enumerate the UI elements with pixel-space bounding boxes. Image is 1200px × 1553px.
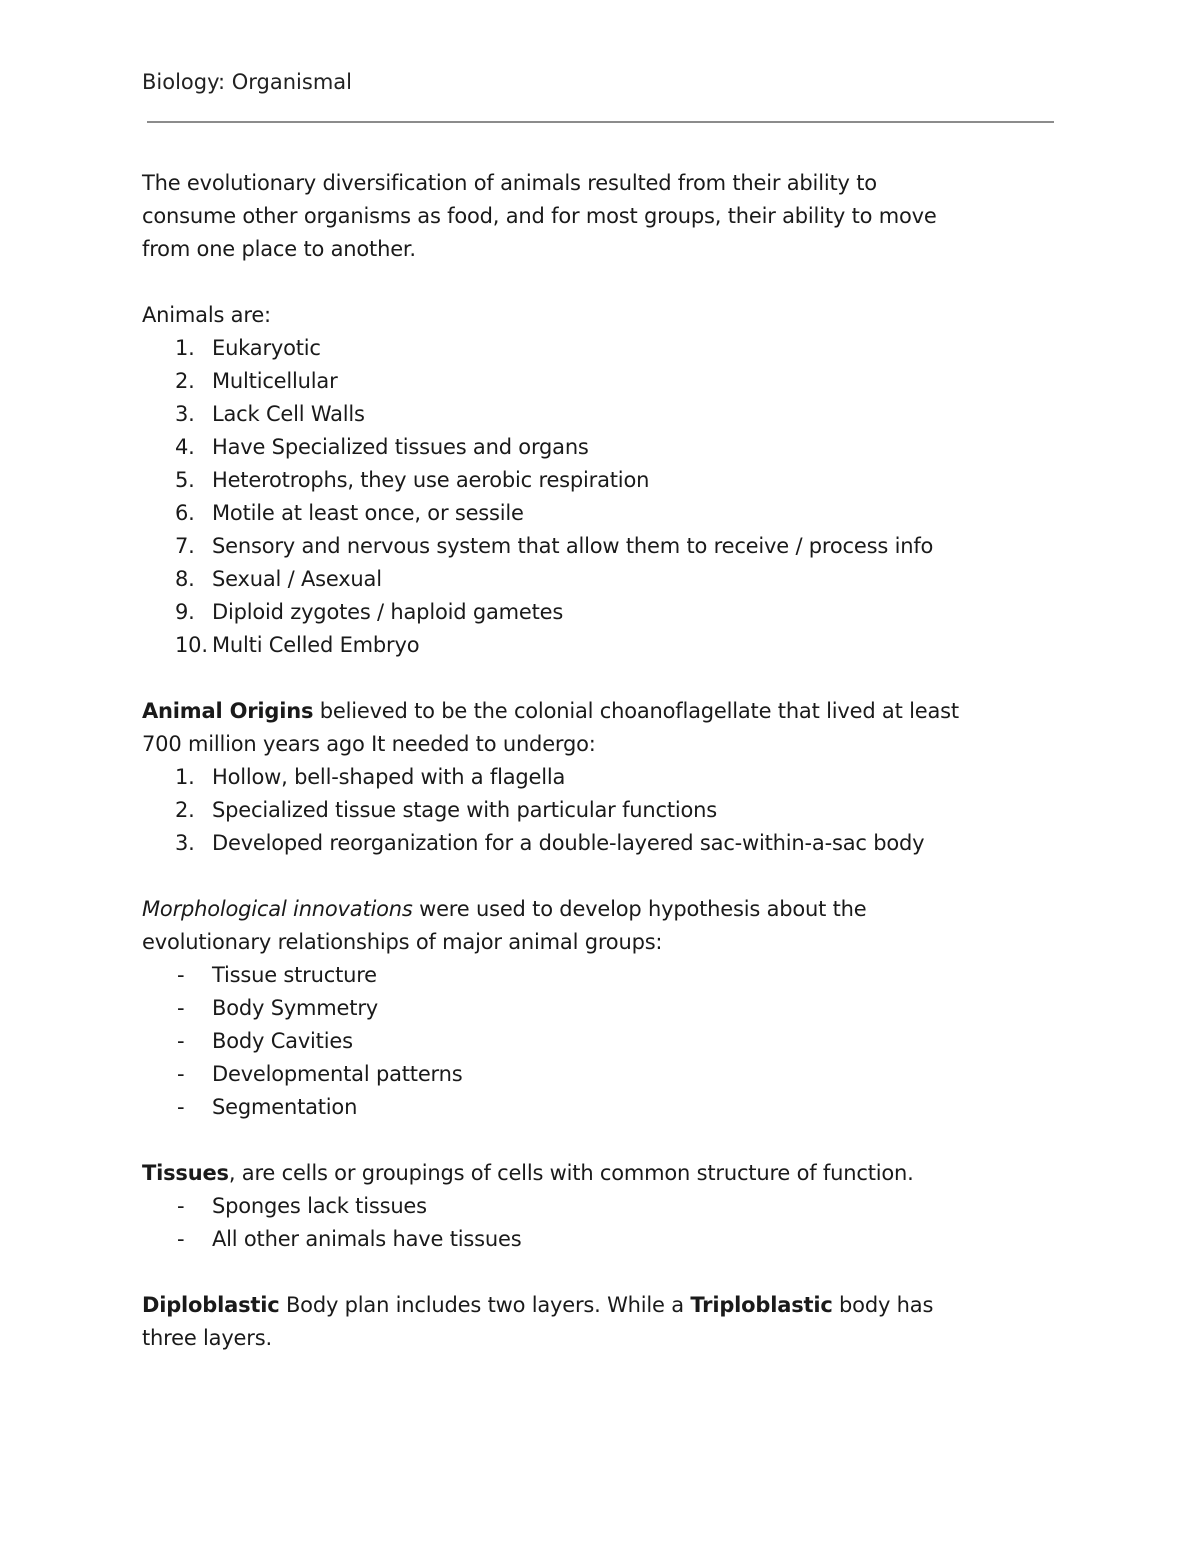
intro-line: The evolutionary diversification of animals resulted from their ability to xyxy=(142,171,877,195)
list-item xyxy=(142,1190,1072,1223)
dash-marker: - xyxy=(177,963,185,987)
list-text: Multicellular xyxy=(212,369,338,393)
list-text: Lack Cell Walls xyxy=(212,402,365,426)
list-item xyxy=(142,629,1072,662)
morph-line: evolutionary relationships of major animal groups: xyxy=(142,930,663,954)
blastic-line xyxy=(142,1289,1072,1322)
origins-section xyxy=(142,695,1072,860)
morph-term: Morphological innovations xyxy=(142,897,413,921)
list-item xyxy=(142,1058,1072,1091)
list-number: 8. xyxy=(175,567,195,591)
dash-marker: - xyxy=(177,1062,185,1086)
morph-text: were used to develop hypothesis about the xyxy=(412,897,867,921)
dash-marker: - xyxy=(177,1227,185,1251)
list-text: Sponges lack tissues xyxy=(212,1194,427,1218)
origins-line xyxy=(142,695,1072,728)
list-text: Hollow, bell-shaped with a flagella xyxy=(212,765,566,789)
list-item xyxy=(142,761,1072,794)
origins-text: believed to be the colonial choanoflagellate that lived at least xyxy=(313,699,959,723)
intro-paragraph xyxy=(142,167,1072,266)
list-text: All other animals have tissues xyxy=(212,1227,522,1251)
dash-marker: - xyxy=(177,996,185,1020)
origins-line: 700 million years ago It needed to undergo: xyxy=(142,732,596,756)
triploblastic-term: Triploblastic xyxy=(690,1293,833,1317)
list-text: Heterotrophs, they use aerobic respiration xyxy=(212,468,650,492)
morph-line xyxy=(142,893,1072,926)
list-number: 3. xyxy=(175,402,195,426)
list-item xyxy=(142,1091,1072,1124)
document-header: Biology: Organismal xyxy=(142,70,352,94)
list-item xyxy=(142,1025,1072,1058)
list-item xyxy=(142,827,1072,860)
animals-heading: Animals are: xyxy=(142,303,271,327)
tissues-term: Tissues xyxy=(142,1161,229,1185)
list-number: 2. xyxy=(175,798,195,822)
list-item xyxy=(142,794,1072,827)
list-text: Body Cavities xyxy=(212,1029,353,1053)
dash-marker: - xyxy=(177,1029,185,1053)
list-number: 10. xyxy=(175,633,208,657)
list-item xyxy=(142,332,1072,365)
list-text: Sexual / Asexual xyxy=(212,567,382,591)
list-text: Motile at least once, or sessile xyxy=(212,501,524,525)
list-item xyxy=(142,563,1072,596)
list-item xyxy=(142,398,1072,431)
tissues-section xyxy=(142,1157,1072,1256)
list-text: Segmentation xyxy=(212,1095,358,1119)
list-text: Developmental patterns xyxy=(212,1062,463,1086)
list-number: 7. xyxy=(175,534,195,558)
list-text: Diploid zygotes / haploid gametes xyxy=(212,600,564,624)
list-number: 3. xyxy=(175,831,195,855)
morph-section xyxy=(142,893,1072,1124)
list-number: 1. xyxy=(175,336,195,360)
blastic-section xyxy=(142,1289,1072,1355)
list-item xyxy=(142,530,1072,563)
intro-line: consume other organisms as food, and for most groups, their ability to move xyxy=(142,204,937,228)
list-number: 1. xyxy=(175,765,195,789)
diploblastic-term: Diploblastic xyxy=(142,1293,280,1317)
list-item xyxy=(142,365,1072,398)
list-text: Multi Celled Embryo xyxy=(212,633,420,657)
origins-term: Animal Origins xyxy=(142,699,314,723)
list-item xyxy=(142,992,1072,1025)
list-item xyxy=(142,497,1072,530)
header-divider xyxy=(147,121,1054,123)
list-item xyxy=(142,1223,1072,1256)
list-text: Have Specialized tissues and organs xyxy=(212,435,589,459)
list-number: 6. xyxy=(175,501,195,525)
list-number: 2. xyxy=(175,369,195,393)
tissues-text: , are cells or groupings of cells with common structure of function. xyxy=(228,1161,914,1185)
list-text: Developed reorganization for a double-layered sac-within-a-sac body xyxy=(212,831,925,855)
list-text: Body Symmetry xyxy=(212,996,378,1020)
list-item xyxy=(142,959,1072,992)
list-item xyxy=(142,596,1072,629)
list-text: Eukaryotic xyxy=(212,336,321,360)
blastic-line: three layers. xyxy=(142,1326,272,1350)
list-text: Sensory and nervous system that allow them to receive / process info xyxy=(212,534,934,558)
list-number: 4. xyxy=(175,435,195,459)
blastic-text: body has xyxy=(832,1293,934,1317)
list-number: 5. xyxy=(175,468,195,492)
dash-marker: - xyxy=(177,1095,185,1119)
list-item xyxy=(142,464,1072,497)
list-text: Tissue structure xyxy=(212,963,377,987)
intro-line: from one place to another. xyxy=(142,237,416,261)
tissues-line xyxy=(142,1157,1072,1190)
list-text: Specialized tissue stage with particular functions xyxy=(212,798,717,822)
blastic-text: Body plan includes two layers. While a xyxy=(279,1293,691,1317)
document-body xyxy=(142,167,1072,1355)
animals-section xyxy=(142,299,1072,662)
list-number: 9. xyxy=(175,600,195,624)
dash-marker: - xyxy=(177,1194,185,1218)
list-item xyxy=(142,431,1072,464)
